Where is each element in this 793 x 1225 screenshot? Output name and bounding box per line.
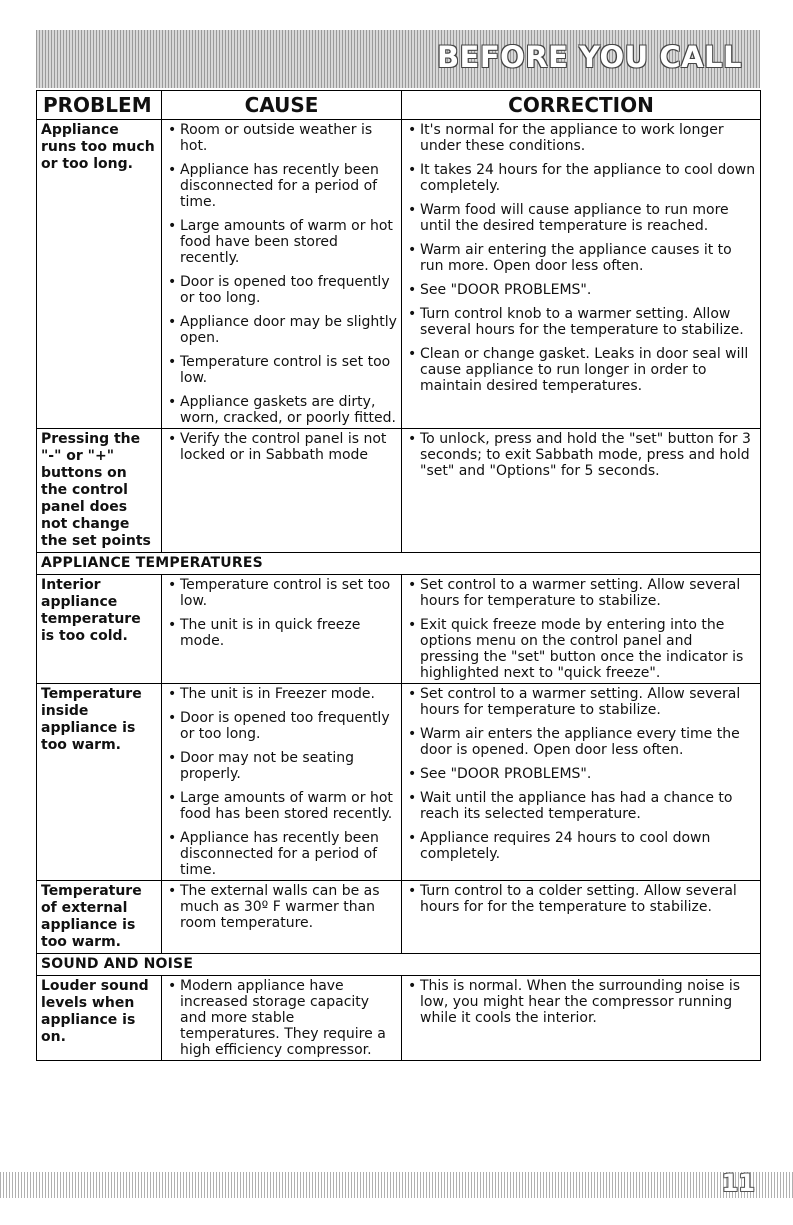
cause-list xyxy=(166,122,397,426)
table-header-row xyxy=(37,91,761,120)
cause-item: • Appliance door may be slightly open. xyxy=(166,314,397,346)
correction-item: • Clean or change gasket. Leaks in door seal will cause appliance to run longer in order to maintain desired temperatures. xyxy=(406,346,756,394)
cause-item: • Room or outside weather is hot. xyxy=(166,122,397,154)
problem-cell: Pressing the "-" or "+" buttons on the control panel does not change the set points xyxy=(37,429,162,553)
correction-list xyxy=(406,686,756,862)
cause-item: • Door is opened too frequently or too long. xyxy=(166,274,397,306)
cause-cell xyxy=(162,120,402,429)
column-header-problem: PROBLEM xyxy=(37,91,162,120)
footer-bar xyxy=(0,1172,793,1198)
problem-cell: Temperature inside appliance is too warm. xyxy=(37,684,162,881)
correction-list xyxy=(406,577,756,681)
table-row xyxy=(37,684,761,881)
correction-cell xyxy=(402,429,761,553)
correction-item: • See "DOOR PROBLEMS". xyxy=(406,282,756,298)
correction-item: • Set control to a warmer setting. Allow several hours for temperature to stabilize. xyxy=(406,686,756,718)
correction-item: • To unlock, press and hold the "set" button for 3 seconds; to exit Sabbath mode, press and hold "set" and "Options" for 5 seconds. xyxy=(406,431,756,479)
section-row xyxy=(37,954,761,976)
banner-title: BEFORE YOU CALL xyxy=(436,40,742,74)
problem-cell: Louder sound levels when appliance is on. xyxy=(37,976,162,1061)
correction-item: • Set control to a warmer setting. Allow several hours for temperature to stabilize. xyxy=(406,577,756,609)
correction-list xyxy=(406,122,756,394)
correction-list xyxy=(406,978,756,1026)
cause-item: • Appliance has recently been disconnected for a period of time. xyxy=(166,162,397,210)
problem-cell: Interior appliance temperature is too cold. xyxy=(37,575,162,684)
correction-item: • Warm air enters the appliance every time the door is opened. Open door less often. xyxy=(406,726,756,758)
section-heading: SOUND AND NOISE xyxy=(37,954,761,976)
cause-item: • Temperature control is set too low. xyxy=(166,354,397,386)
correction-item: • Turn control to a colder setting. Allow several hours for for the temperature to stabilize. xyxy=(406,883,756,915)
section-banner xyxy=(36,30,760,88)
cause-item: • Temperature control is set too low. xyxy=(166,577,397,609)
table-row xyxy=(37,429,761,553)
cause-item: • Appliance gaskets are dirty, worn, cracked, or poorly fitted. xyxy=(166,394,397,426)
table-row xyxy=(37,881,761,954)
cause-list xyxy=(166,978,397,1058)
cause-cell xyxy=(162,429,402,553)
cause-cell xyxy=(162,881,402,954)
problem-cell: Appliance runs too much or too long. xyxy=(37,120,162,429)
correction-item: • It's normal for the appliance to work longer under these conditions. xyxy=(406,122,756,154)
correction-item: • See "DOOR PROBLEMS". xyxy=(406,766,756,782)
cause-list xyxy=(166,883,397,931)
cause-item: • Door may not be seating properly. xyxy=(166,750,397,782)
column-header-cause: CAUSE xyxy=(162,91,402,120)
cause-cell xyxy=(162,575,402,684)
correction-list xyxy=(406,883,756,915)
correction-cell xyxy=(402,684,761,881)
page-number: 11 xyxy=(721,1169,755,1197)
table-row xyxy=(37,976,761,1061)
cause-item: • The unit is in quick freeze mode. xyxy=(166,617,397,649)
cause-item: • The external walls can be as much as 30º F warmer than room temperature. xyxy=(166,883,397,931)
cause-item: • Verify the control panel is not locked or in Sabbath mode xyxy=(166,431,397,463)
cause-list xyxy=(166,686,397,878)
cause-item: • Door is opened too frequently or too long. xyxy=(166,710,397,742)
cause-item: • Appliance has recently been disconnected for a period of time. xyxy=(166,830,397,878)
correction-item: • Wait until the appliance has had a chance to reach its selected temperature. xyxy=(406,790,756,822)
correction-item: • This is normal. When the surrounding noise is low, you might hear the compressor running while it cools the interior. xyxy=(406,978,756,1026)
correction-list xyxy=(406,431,756,479)
troubleshooting-table xyxy=(36,90,761,1061)
correction-item: • Exit quick freeze mode by entering into the options menu on the control panel and pressing the "set" button once the indicator is highlighted next to "quick freeze". xyxy=(406,617,756,681)
cause-cell xyxy=(162,684,402,881)
column-header-correction: CORRECTION xyxy=(402,91,761,120)
cause-list xyxy=(166,577,397,649)
correction-cell xyxy=(402,575,761,684)
table-row xyxy=(37,575,761,684)
table-row xyxy=(37,120,761,429)
correction-item: • It takes 24 hours for the appliance to cool down completely. xyxy=(406,162,756,194)
correction-item: • Warm air entering the appliance causes it to run more. Open door less often. xyxy=(406,242,756,274)
correction-item: • Turn control knob to a warmer setting. Allow several hours for the temperature to stabilize. xyxy=(406,306,756,338)
table-body xyxy=(37,120,761,1061)
problem-cell: Temperature of external appliance is too warm. xyxy=(37,881,162,954)
correction-cell xyxy=(402,976,761,1061)
cause-item: • Modern appliance have increased storage capacity and more stable temperatures. They require a high efficiency compressor. xyxy=(166,978,397,1058)
section-heading: APPLIANCE TEMPERATURES xyxy=(37,553,761,575)
correction-cell xyxy=(402,881,761,954)
correction-item: • Warm food will cause appliance to run more until the desired temperature is reached. xyxy=(406,202,756,234)
correction-item: • Appliance requires 24 hours to cool down completely. xyxy=(406,830,756,862)
cause-item: • Large amounts of warm or hot food have been stored recently. xyxy=(166,218,397,266)
cause-cell xyxy=(162,976,402,1061)
cause-item: • The unit is in Freezer mode. xyxy=(166,686,397,702)
section-row xyxy=(37,553,761,575)
cause-item: • Large amounts of warm or hot food has been stored recently. xyxy=(166,790,397,822)
cause-list xyxy=(166,431,397,463)
correction-cell xyxy=(402,120,761,429)
